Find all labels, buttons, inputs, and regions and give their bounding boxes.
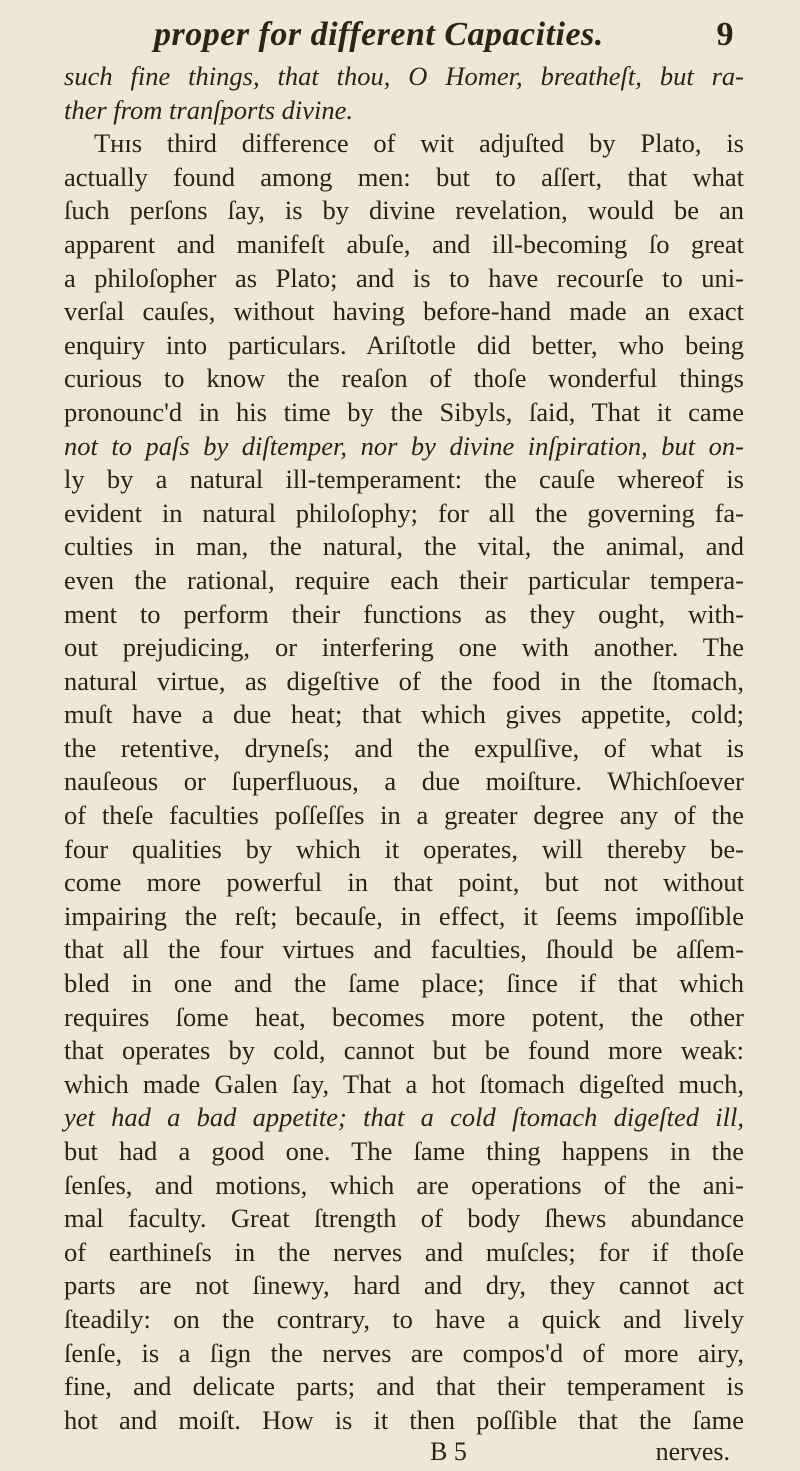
text-line: out prejudicing, or interfering one with another. The xyxy=(64,632,744,663)
signature-mark: B 5 xyxy=(430,1437,467,1467)
text-line: ther from tranſports divine. xyxy=(64,94,354,125)
text-line: a philoſopher as Plato; and is to have recourſe to uni- xyxy=(64,262,744,293)
running-head xyxy=(64,12,744,60)
text-line: nauſeous or ſuperfluous, a due moiſture. Whichſoever xyxy=(64,766,744,797)
text-line: parts are not ſinewy, hard and dry, they cannot act xyxy=(64,1270,744,1301)
text-line: verſal cauſes, without having before-hand made an exact xyxy=(64,296,744,327)
text-line: fine, and delicate parts; and that their temperament is xyxy=(64,1371,744,1402)
text-line: of theſe faculties poſſeſſes in a greater degree any of the xyxy=(64,800,744,831)
text-line: ſuch perſons ſay, is by divine revelation, would be an xyxy=(64,195,744,226)
text-line: that all the four virtues and faculties, ſhould be aſſem- xyxy=(64,934,744,965)
text-line: muſt have a due heat; that which gives appetite, cold; xyxy=(64,699,744,730)
text-line: but had a good one. The ſame thing happens in the xyxy=(64,1136,744,1166)
text-line: enquiry into particulars. Ariſtotle did better, who being xyxy=(64,329,744,360)
text-line: evident in natural philoſophy; for all the governing fa- xyxy=(64,497,744,528)
text-line: culties in man, the natural, the vital, the animal, and xyxy=(64,531,744,562)
body-text xyxy=(64,60,744,1437)
text-line: Tʜɪs third difference of wit adjuſted by Plato, is xyxy=(94,128,744,159)
text-line: apparent and manifeſt abuſe, and ill-becoming ſo great xyxy=(64,228,744,259)
text-line: of earthineſs in the nerves and muſcles; for if thoſe xyxy=(64,1236,744,1267)
page-footer xyxy=(64,1437,744,1471)
catchword: nerves. xyxy=(655,1437,730,1467)
text-line: yet had a bad appetite; that a cold ſtomach digeſted ill, xyxy=(64,1102,744,1133)
text-line: mal faculty. Great ſtrength of body ſhews abundance xyxy=(64,1203,744,1234)
text-line: impairing the reſt; becauſe, in effect, it ſeems impoſſible xyxy=(64,900,744,931)
text-line: ment to perform their functions as they ought, with- xyxy=(64,598,744,629)
text-line: ſenſes, and motions, which are operations of the ani- xyxy=(64,1169,744,1200)
text-line: bled in one and the ſame place; ſince if that which xyxy=(64,968,744,999)
text-line: even the rational, require each their particular tempera- xyxy=(64,564,744,595)
text-line: not to paſs by diſtemper, nor by divine inſpiration, but on- xyxy=(64,430,744,461)
text-line: come more powerful in that point, but not without xyxy=(64,867,744,898)
text-line: ly by a natural ill-temperament: the cauſe whereof is xyxy=(64,464,744,495)
text-line: four qualities by which it operates, will thereby be- xyxy=(64,833,744,864)
text-line: natural virtue, as digeſtive of the food in the ſtomach, xyxy=(64,665,744,696)
text-line: actually found among men: but to aſſert, that what xyxy=(64,161,744,192)
running-title: proper for different Capacities. xyxy=(154,16,604,53)
text-line: ſenſe, is a ſign the nerves are compos'd of more airy, xyxy=(64,1337,744,1368)
text-line: such fine things, that thou, O Homer, breatheſt, but ra- xyxy=(64,61,744,91)
text-line: curious to know the reaſon of thoſe wonderful things xyxy=(64,363,744,394)
text-line: ſteadily: on the contrary, to have a quick and lively xyxy=(64,1303,744,1334)
page-number: 9 xyxy=(716,16,734,53)
text-line: that operates by cold, cannot but be found more weak: xyxy=(64,1035,744,1066)
text-line: the retentive, dryneſs; and the expulſive, of what is xyxy=(64,732,744,763)
text-line: hot and moiſt. How is it then poſſible that the ſame xyxy=(64,1404,744,1435)
text-line: pronounc'd in his time by the Sibyls, ſaid, That it came xyxy=(64,396,744,427)
text-line: requires ſome heat, becomes more potent, the other xyxy=(64,1001,744,1032)
text-line: which made Galen ſay, That a hot ſtomach digeſted much, xyxy=(64,1068,744,1099)
